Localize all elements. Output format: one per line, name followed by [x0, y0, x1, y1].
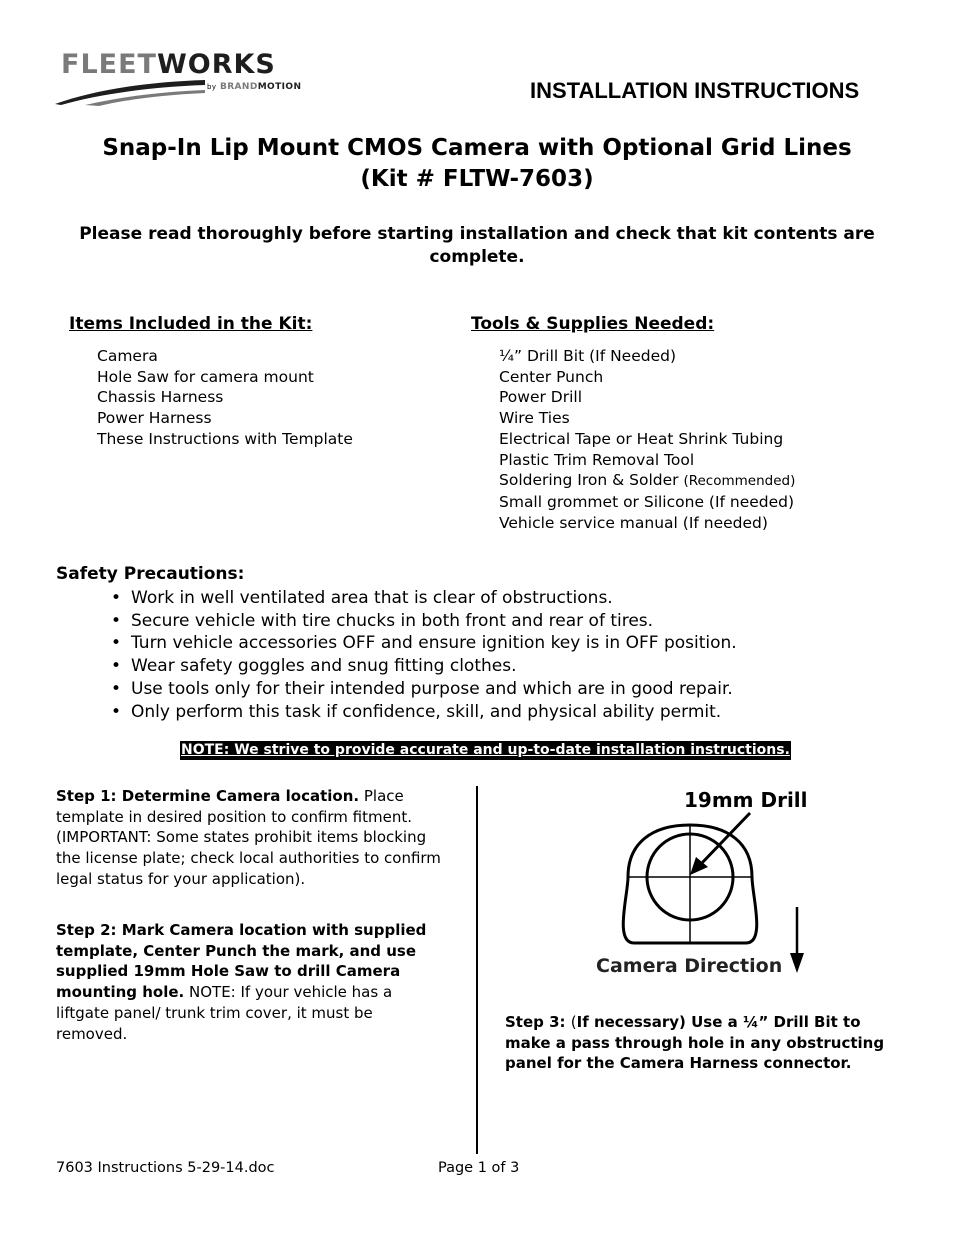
list-item: Hole Saw for camera mount — [97, 367, 314, 386]
list-item: Chassis Harness — [97, 388, 224, 407]
logo-wordmark — [61, 50, 276, 80]
list-item: Center Punch — [499, 367, 604, 386]
footer-page-number: Page 1 of 3 — [438, 1160, 520, 1176]
footer-filename: 7603 Instructions 5-29-14.doc — [56, 1160, 275, 1176]
tools-heading: Tools & Supplies Needed: — [471, 314, 715, 334]
step-3-heading: Step 3: — [505, 1013, 571, 1031]
list-item: Vehicle service manual (If needed) — [499, 513, 768, 532]
list-item: Power Drill — [499, 388, 583, 407]
step-2-text: NOTE: If your vehicle has a liftgate panel/ trunk trim cover, it must be removed. — [56, 983, 393, 1043]
step-1 — [56, 786, 448, 890]
step-3-text: If necessary) Use a ¼” Drill Bit to make a pass through hole in any obstructing panel for the Camera Harness connector. — [505, 1013, 885, 1073]
safety-item: Turn vehicle accessories OFF and ensure ignition key is in OFF position. — [131, 633, 737, 654]
logo-brand: BRAND — [219, 82, 258, 92]
intro-text: Please read thoroughly before starting installation and check that kit contents are complete. — [79, 224, 875, 267]
list-item: Small grommet or Silicone (If needed) — [499, 492, 795, 511]
list-item: ¼” Drill Bit (If Needed) — [499, 347, 677, 365]
column-divider — [476, 786, 478, 1154]
list-item: • Use tools only for their intended purpose and which are in good repair. — [111, 678, 733, 699]
kit-list — [97, 346, 353, 450]
list-item: These Instructions with Template — [97, 429, 353, 448]
logo-motion: MOTION — [257, 82, 302, 92]
logo-by: by — [207, 83, 217, 91]
list-item: Plastic Trim Removal Tool — [499, 450, 695, 469]
safety-item: Work in well ventilated area that is clear of obstructions. — [131, 588, 613, 608]
logo-fleet: FLEET — [61, 49, 157, 80]
list-item: Power Harness — [97, 409, 212, 428]
safety-item: Use tools only for their intended purpose and which are in good repair. — [131, 678, 733, 699]
step-2-heading: Step 2: Mark Camera location with supplied template, Center Punch the mark, and use supplied 19mm Hole Saw to drill Camera mounting hole. — [56, 921, 427, 1002]
direction-label: Camera Direction — [596, 955, 783, 977]
drill-label: 19mm Drill — [684, 788, 808, 812]
list-item — [499, 470, 795, 492]
list-item-text: Soldering Iron & Solder — [499, 471, 679, 490]
list-item: • Turn vehicle accessories OFF and ensure ignition key is in OFF position. — [111, 633, 737, 654]
step-3 — [505, 1012, 905, 1074]
safety-heading: Safety Precautions: — [56, 564, 245, 584]
fleetworks-logo — [55, 50, 360, 108]
tools-list — [499, 346, 795, 533]
list-item: Wire Ties — [499, 409, 570, 428]
safety-item: Wear safety goggles and snug fitting clothes. — [131, 656, 517, 677]
step-1-heading: Step 1: Determine Camera location. — [56, 787, 360, 805]
list-item: • Wear safety goggles and snug fitting clothes. — [111, 656, 517, 677]
safety-item: Only perform this task if confidence, skill, and physical ability permit. — [131, 701, 722, 722]
logo-by-brandmotion — [207, 82, 301, 92]
logo-works: WORKS — [156, 49, 276, 80]
kit-heading: Items Included in the Kit: — [69, 314, 313, 334]
list-item: • Only perform this task if confidence, skill, and physical ability permit. — [111, 701, 722, 722]
logo-swoosh-icon — [55, 78, 205, 106]
list-item: Camera — [97, 347, 158, 365]
safety-item: Secure vehicle with tire chucks in both front and rear of tires. — [131, 610, 654, 631]
step-1-text: Place template in desired position to confirm fitment. (IMPORTANT: Some states prohibit items blocking the license plate; check local authorities to confirm legal status for your application). — [56, 787, 441, 888]
drill-template-diagram — [590, 785, 820, 985]
safety-list — [111, 587, 737, 723]
note-banner: NOTE: We strive to provide accurate and up-to-date installation instructions. — [181, 742, 790, 758]
list-item: • Secure vehicle with tire chucks in both front and rear of tires. — [111, 610, 654, 631]
recommended-note: (Recommended) — [683, 473, 796, 490]
list-item: Electrical Tape or Heat Shrink Tubing — [499, 429, 784, 448]
list-item: • Work in well ventilated area that is clear of obstructions. — [111, 588, 613, 608]
kit-number: (Kit # FLTW-7603) — [360, 166, 594, 192]
direction-arrow-head-icon — [790, 953, 804, 973]
document-title: Snap-In Lip Mount CMOS Camera with Optional Grid Lines — [102, 135, 852, 161]
step-2 — [56, 920, 448, 1044]
step-3-paren: ( — [570, 1013, 577, 1031]
installation-heading: INSTALLATION INSTRUCTIONS — [530, 78, 860, 103]
